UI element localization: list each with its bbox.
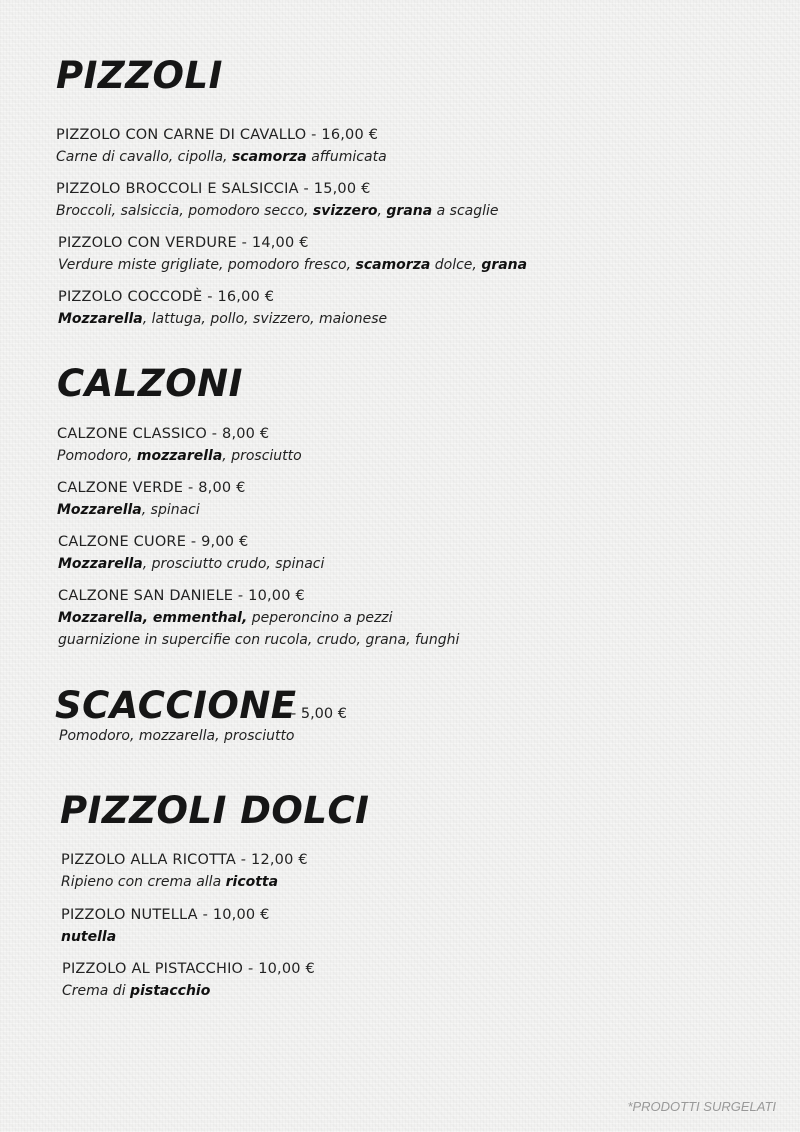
section-title-pizzoli: PIZZOLI	[56, 54, 223, 97]
scaccione-price: - 5,00 €	[291, 706, 347, 722]
highlighted-ingredient: scamorza	[231, 149, 307, 165]
highlighted-ingredient: mozzarella	[136, 448, 223, 464]
item-name: PIZZOLO COCCODÈ - 16,00 €	[58, 289, 275, 305]
highlighted-ingredient: Mozzarella	[57, 502, 142, 518]
highlighted-ingredient: Mozzarella	[58, 556, 143, 572]
item-name: PIZZOLO CON VERDURE - 14,00 €	[58, 235, 309, 251]
item-description: Verdure miste grigliate, pomodoro fresco, scamorza dolce, grana	[58, 257, 528, 273]
item-description: Mozzarella, prosciutto crudo, spinaci	[58, 556, 325, 572]
item-description-line2: guarnizione in supercifie con rucola, crudo, grana, funghi	[58, 632, 460, 648]
menu-item	[56, 124, 387, 168]
section-title-scaccione: SCACCIONE	[55, 684, 297, 727]
highlighted-ingredient: pistacchio	[130, 983, 211, 999]
item-name: PIZZOLO NUTELLA - 10,00 €	[61, 907, 270, 923]
menu-item	[57, 477, 246, 521]
menu-item	[62, 958, 315, 1002]
highlighted-ingredient: scamorza	[355, 257, 431, 273]
highlighted-ingredient: Mozzarella	[58, 311, 143, 327]
menu-item	[61, 849, 308, 893]
item-name: PIZZOLO BROCCOLI E SALSICCIA - 15,00 €	[56, 181, 371, 197]
highlighted-ingredient: nutella	[61, 929, 117, 945]
menu-item	[56, 178, 499, 222]
highlighted-ingredient: grana	[481, 257, 528, 273]
item-name: PIZZOLO AL PISTACCHIO - 10,00 €	[62, 961, 315, 977]
section-title-calzoni: CALZONI	[57, 362, 243, 405]
highlighted-ingredient: svizzero	[312, 203, 378, 219]
item-description: Mozzarella, spinaci	[57, 502, 200, 518]
item-description: Crema di pistacchio	[62, 983, 211, 999]
highlighted-ingredient: grana	[386, 203, 433, 219]
item-description	[61, 926, 270, 948]
scaccione-description: Pomodoro, mozzarella, prosciutto	[59, 728, 295, 744]
item-description: Broccoli, salsiccia, pomodoro secco, svizzero, grana a scaglie	[56, 203, 499, 219]
item-name: CALZONE CLASSICO - 8,00 €	[57, 426, 270, 442]
menu-item	[61, 904, 270, 948]
section-title-pizzoli-dolci: PIZZOLI DOLCI	[60, 789, 370, 832]
item-description: Mozzarella, lattuga, pollo, svizzero, maionese	[58, 311, 388, 327]
menu-item	[57, 423, 302, 467]
item-description: Ripieno con crema alla ricotta	[61, 874, 279, 890]
item-description: Pomodoro, mozzarella, prosciutto	[57, 448, 302, 464]
menu-item	[58, 585, 459, 651]
highlighted-ingredient: ricotta	[225, 874, 279, 890]
item-name: CALZONE CUORE - 9,00 €	[58, 534, 249, 550]
menu-item	[58, 286, 387, 330]
item-name: PIZZOLO CON CARNE DI CAVALLO - 16,00 €	[56, 127, 379, 143]
item-description: Carne di cavallo, cipolla, scamorza affumicata	[56, 149, 387, 165]
footnote: *PRODOTTI SURGELATI	[627, 1099, 776, 1114]
item-name: PIZZOLO ALLA RICOTTA - 12,00 €	[61, 852, 308, 868]
item-name: CALZONE VERDE - 8,00 €	[57, 480, 246, 496]
menu-item	[58, 531, 324, 575]
menu-item	[58, 232, 527, 276]
highlighted-ingredient: Mozzarella, emmenthal,	[58, 610, 248, 626]
item-description: Mozzarella, emmenthal, peperoncino a pezzi	[58, 610, 393, 626]
item-name: CALZONE SAN DANIELE - 10,00 €	[58, 588, 305, 604]
